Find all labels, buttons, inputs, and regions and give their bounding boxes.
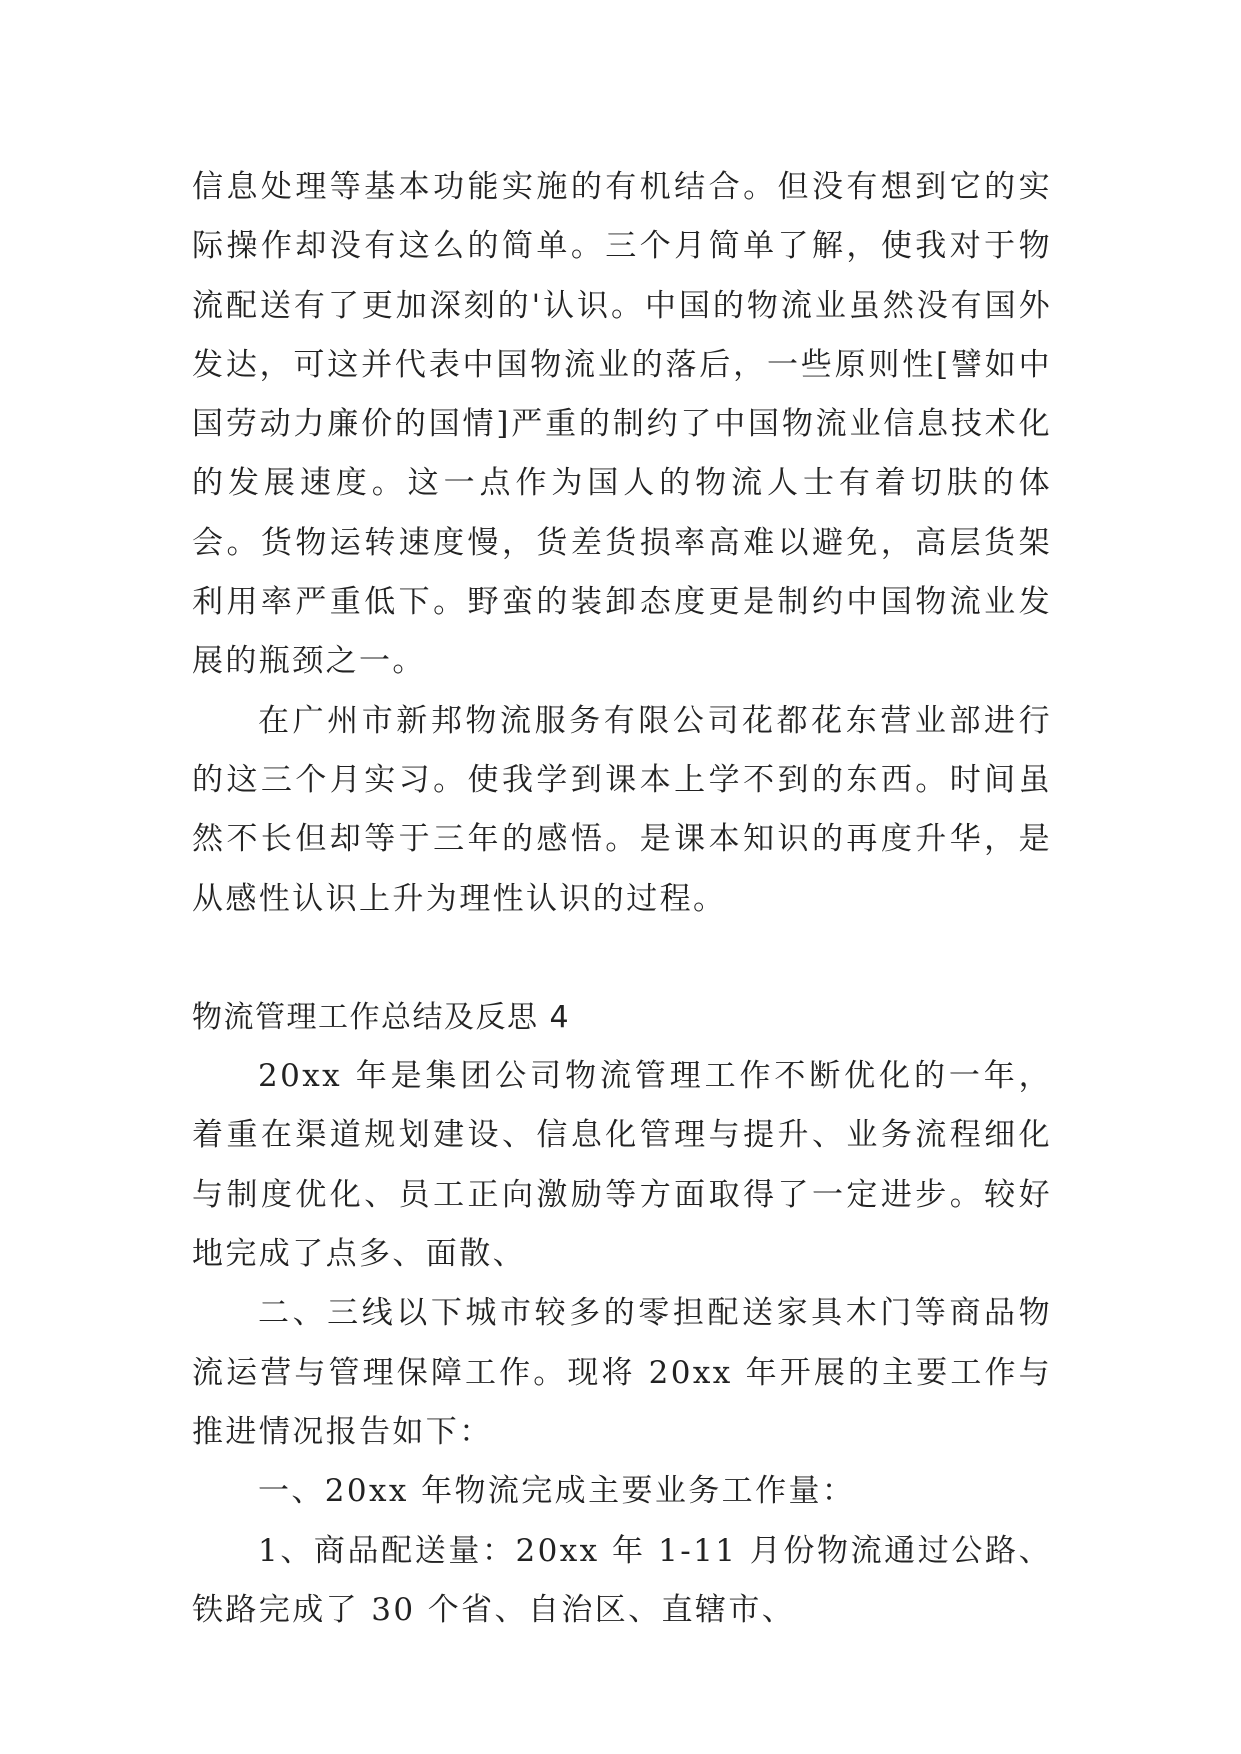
paragraph-annual-overview: 20xx 年是集团公司物流管理工作不断优化的一年，着重在渠道规划建设、信息化管理与提升、业务流程细化与制度优化、员工正向激励等方面取得了一定进步。较好地完成了点多、面散、	[192, 1058, 1052, 1273]
document-body	[192, 158, 1052, 1640]
paragraph-internship-summary: 在广州市新邦物流服务有限公司花都花东营业部进行的这三个月实习。使我学到课本上学不到的东西。时间虽然不长但却等于三年的感悟。是课本知识的再度升华，是从感性认识上升为理性认识的过程。	[192, 702, 1052, 917]
paragraph-report-intro: 二、三线以下城市较多的零担配送家具木门等商品物流运营与管理保障工作。现将 20xx 年开展的主要工作与推进情况报告如下：	[192, 1295, 1052, 1450]
paragraph-workload-heading: 一、20xx 年物流完成主要业务工作量：	[258, 1473, 856, 1510]
paragraph-delivery-volume: 1、商品配送量：20xx 年 1-11 月份物流通过公路、铁路完成了 30 个省、自治区、直辖市、	[192, 1532, 1052, 1628]
paragraph-logistics-reflection: 信息处理等基本功能实施的有机结合。但没有想到它的实际操作却没有这么的简单。三个月简单了解，使我对于物流配送有了更加深刻的'认识。中国的物流业虽然没有国外发达，可这并代表中国物流业的落后，一些原则性[譬如中国劳动力廉价的国情]严重的制约了中国物流业信息技术化的发展速度。这一点作为国人的物流人士有着切肤的体会。货物运转速度慢，货差货损率高难以避免，高层货架利用率严重低下。野蛮的装卸态度更是制约中国物流业发展的瓶颈之一。	[192, 169, 1052, 680]
section-title: 物流管理工作总结及反思 4	[192, 999, 571, 1035]
